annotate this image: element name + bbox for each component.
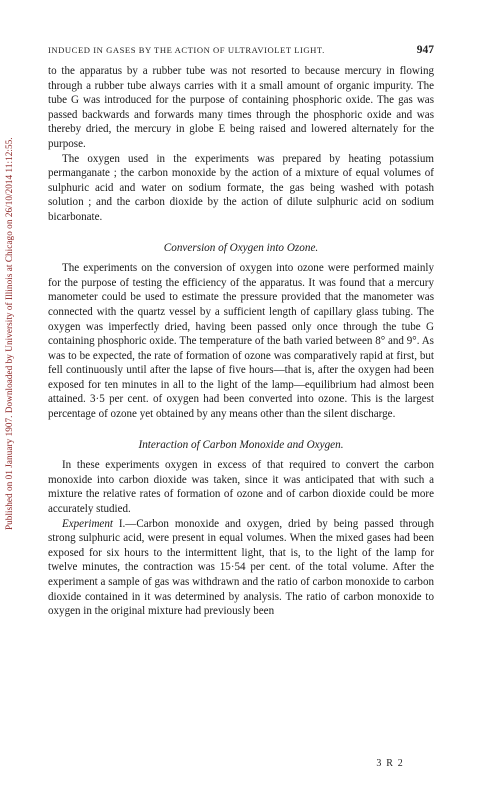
section-heading-carbon-monoxide: Interaction of Carbon Monoxide and Oxygen. (138, 438, 344, 451)
experiment-text: I.—Carbon monoxide and oxygen, dried by being passed through strong sulphuric acid, were present in equal volumes. When the mixed gases had been exposed for six hours to the intermittent light, that is, to the light of the lamp for twelve minutes, the contraction was 15·54 per cent. of the total volume. After the experiment a sample of gas was withdrawn and the ratio of carbon monoxide to carbon dioxide contained in it was determined by analysis. The ratio of carbon monoxide to oxygen in the original mixture had previously been (48, 517, 434, 618)
page-body (48, 64, 434, 619)
paragraph-experiment-one (48, 517, 434, 619)
experiment-label: Experiment (62, 517, 113, 530)
signature-mark: 3 R 2 (376, 758, 404, 769)
page-header (48, 45, 434, 59)
paragraph-gas-preparation: The oxygen used in the experiments was prepared by heating potassium permanganate ; the carbon monoxide by the action of a mixture of equal volumes of sulphuric acid and water on sodium formate, the gas being washed with potash solution ; and the carbon dioxide by the action of dilute sulphuric acid on sodium bicarbonate. (48, 152, 434, 223)
download-notice: Published on 01 January 1907. Downloaded by University of Illinois at Chicago on 26/10/2014 11:12:55. (4, 137, 14, 530)
paragraph-ozone-experiments: The experiments on the conversion of oxygen into ozone were performed mainly for the purpose of testing the efficiency of the apparatus. It was found that a mercury manometer could be used to estimate the pressure provided that the manometer was connected with the quartz vessel by a sufficient length of capillary glass tubing. The oxygen was imperfectly dried, having been passed only once through the tube G containing phosphoric oxide. The temperature of the bath varied between 8° and 9°. As was to be expected, the rate of formation of ozone was comparatively rapid at first, but fell continuously until after the lapse of five hours—that is, after the oxygen had been exposed for ten minutes in all to the light of the lamp—equilibrium had almost been attained. 3·5 per cent. of oxygen had been converted into ozone. This is the largest percentage of ozone yet obtained by any means other than the silent discharge. (48, 262, 434, 421)
paragraph-excess-oxygen: In these experiments oxygen in excess of that required to convert the carbon monoxide into carbon dioxide was taken, since it was anticipated that with such a mixture the relative rates of formation of ozone and of carbon dioxide could be more accurately studied. (48, 459, 434, 516)
running-title: INDUCED IN GASES BY THE ACTION OF ULTRAVIOLET LIGHT. (48, 45, 325, 55)
page-number: 947 (416, 44, 434, 56)
section-heading-ozone: Conversion of Oxygen into Ozone. (163, 241, 319, 254)
paragraph-apparatus: to the apparatus by a rubber tube was not resorted to because mercury in flowing through a rubber tube always carries with it a small amount of organic impurity. The tube G was introduced for the purpose of containing phosphoric oxide. The gas was passed backwards and forwards many times through the phosphoric oxide and was thereby dried, the mercury in globe E being raised and lowered alternately for the purpose. (48, 65, 434, 150)
